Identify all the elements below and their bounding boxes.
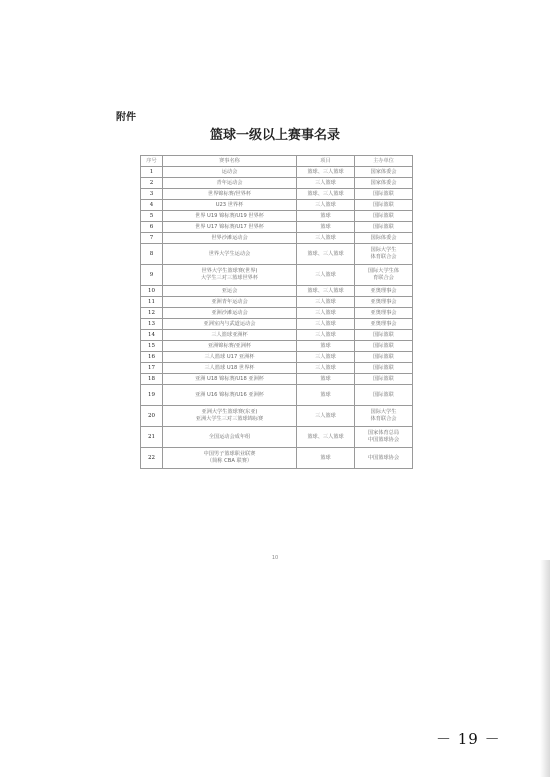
cell-project	[297, 265, 355, 286]
page-edge-shadow	[540, 560, 550, 777]
cell-line: 世界锦标赛/世界杯	[207, 190, 252, 197]
cell-line: 亚洲室内与武道运动会	[203, 320, 256, 327]
table-row	[141, 319, 413, 330]
cell-org	[355, 178, 413, 189]
cell-line: 亚洲沙滩运动会	[211, 309, 248, 316]
cell-project	[297, 178, 355, 189]
cell-line: 三人篮球	[315, 201, 336, 208]
cell-name	[163, 189, 297, 200]
cell-name	[163, 374, 297, 385]
cell-project	[297, 211, 355, 222]
row-index: 1	[141, 167, 163, 178]
cell-project	[297, 352, 355, 363]
cell-project	[297, 330, 355, 341]
cell-line: 国际篮联	[373, 391, 394, 398]
cell-line: 亚奥理事会	[370, 298, 397, 305]
row-index: 7	[141, 233, 163, 244]
cell-project	[297, 363, 355, 374]
header-index: 序号	[141, 156, 163, 167]
cell-line: 篮球	[320, 223, 331, 230]
cell-name	[163, 341, 297, 352]
row-index: 20	[141, 406, 163, 427]
cell-org	[355, 308, 413, 319]
cell-project	[297, 189, 355, 200]
cell-line: 世界大学生运动会	[208, 250, 251, 257]
cell-project	[297, 222, 355, 233]
table-row	[141, 352, 413, 363]
cell-line: 三人篮球	[315, 412, 336, 419]
table-body	[141, 167, 413, 469]
row-index: 22	[141, 448, 163, 469]
cell-org	[355, 363, 413, 374]
cell-org	[355, 406, 413, 427]
cell-line: 全国运动会成年组	[208, 433, 251, 440]
cell-line: 篮球、三人篮球	[307, 168, 344, 175]
cell-line: 篮球、三人篮球	[307, 287, 344, 294]
cell-project	[297, 427, 355, 448]
cell-line: 中国男子篮球职业联赛	[203, 451, 256, 457]
cell-org	[355, 385, 413, 406]
cell-line: 亚奥理事会	[370, 287, 397, 294]
cell-line: 国际篮联	[373, 353, 394, 360]
cell-org	[355, 341, 413, 352]
table-row	[141, 385, 413, 406]
cell-org	[355, 427, 413, 448]
cell-name	[163, 167, 297, 178]
cell-line: 三人篮球	[315, 271, 336, 278]
table-row	[141, 178, 413, 189]
cell-org	[355, 244, 413, 265]
cell-name	[163, 265, 297, 286]
row-index: 13	[141, 319, 163, 330]
cell-line: 三人篮球	[315, 179, 336, 186]
cell-line: 国际大学生	[370, 409, 397, 415]
cell-project	[297, 374, 355, 385]
cell-name	[163, 385, 297, 406]
cell-line: 国家体委会	[370, 179, 397, 186]
cell-line: 育联合会	[373, 275, 394, 281]
table-row	[141, 297, 413, 308]
table-row	[141, 265, 413, 286]
cell-line: 亚洲青年运动会	[211, 298, 248, 305]
row-index: 4	[141, 200, 163, 211]
cell-line: 三人篮球	[315, 298, 336, 305]
cell-line: 篮球	[320, 212, 331, 219]
row-index: 3	[141, 189, 163, 200]
cell-project	[297, 406, 355, 427]
cell-line: 运动会	[221, 168, 238, 175]
cell-project	[297, 297, 355, 308]
cell-project	[297, 319, 355, 330]
cell-line: 国家体委会	[370, 168, 397, 175]
cell-org	[355, 319, 413, 330]
table-row	[141, 244, 413, 265]
cell-project	[297, 341, 355, 352]
attachment-label: 附件	[116, 112, 136, 123]
cell-org	[355, 374, 413, 385]
table-row	[141, 189, 413, 200]
cell-line: 三人篮球	[315, 234, 336, 241]
cell-name	[163, 222, 297, 233]
cell-name	[163, 211, 297, 222]
cell-org	[355, 233, 413, 244]
cell-line: 亚奥理事会	[370, 320, 397, 327]
cell-org	[355, 222, 413, 233]
header-organizer: 主办单位	[355, 156, 413, 167]
inner-page-number: 10	[271, 555, 279, 561]
cell-line: 篮球	[320, 342, 331, 349]
cell-line: 亚洲大学生篮球赛(东亚)	[201, 409, 258, 415]
cell-line: 亚奥理事会	[370, 309, 397, 316]
cell-line: 国际大学生	[370, 247, 397, 253]
row-index: 17	[141, 363, 163, 374]
row-index: 19	[141, 385, 163, 406]
table-row	[141, 341, 413, 352]
table-row	[141, 427, 413, 448]
cell-line: 篮球、三人篮球	[307, 250, 344, 257]
cell-line: 亚洲锦标赛/亚洲杯	[207, 342, 252, 349]
cell-line: 世界沙滩运动会	[211, 234, 248, 241]
cell-line: （简称 CBA 联赛）	[206, 458, 253, 464]
row-index: 2	[141, 178, 163, 189]
row-index: 5	[141, 211, 163, 222]
table-row	[141, 200, 413, 211]
cell-line: 大学生三对三篮球世界杯	[200, 275, 259, 281]
cell-line: 国际篮联	[373, 342, 394, 349]
row-index: 16	[141, 352, 163, 363]
cell-line: 篮球	[320, 454, 331, 461]
cell-line: 三人篮球	[315, 320, 336, 327]
cell-line: 篮球、三人篮球	[307, 433, 344, 440]
cell-line: 国际篮联	[373, 190, 394, 197]
table-row	[141, 406, 413, 427]
table-row	[141, 167, 413, 178]
cell-line: 三人篮球	[315, 331, 336, 338]
cell-line: 国际篮联	[373, 364, 394, 371]
cell-line: 亚洲 U16 锦标赛/U16 亚洲杯	[195, 391, 264, 398]
cell-name	[163, 427, 297, 448]
row-index: 12	[141, 308, 163, 319]
cell-line: 三人篮球亚洲杯	[211, 331, 248, 338]
cell-org	[355, 448, 413, 469]
cell-name	[163, 286, 297, 297]
cell-project	[297, 167, 355, 178]
cell-org	[355, 352, 413, 363]
cell-project	[297, 200, 355, 211]
table-row	[141, 233, 413, 244]
cell-line: 国家体育总局	[367, 430, 400, 436]
page-number: － 19 －	[436, 730, 501, 748]
cell-line: 世界 U19 锦标赛/U19 世界杯	[195, 212, 264, 219]
cell-line: 中国篮球协会	[367, 454, 400, 461]
cell-name	[163, 363, 297, 374]
document-title: 篮球一级以上赛事名录	[209, 128, 340, 143]
cell-line: 国际体委会	[370, 234, 397, 241]
header-event-name: 赛事名称	[163, 156, 297, 167]
table-row	[141, 448, 413, 469]
cell-line: 亚运会	[221, 287, 238, 294]
cell-org	[355, 330, 413, 341]
row-index: 9	[141, 265, 163, 286]
table-row	[141, 330, 413, 341]
cell-line: 中国篮球协会	[367, 437, 400, 443]
cell-project	[297, 308, 355, 319]
cell-org	[355, 167, 413, 178]
cell-line: 三人篮球	[315, 309, 336, 316]
cell-line: 世界 U17 锦标赛/U17 世界杯	[195, 223, 264, 230]
cell-line: 体育联合会	[370, 254, 397, 260]
cell-name	[163, 308, 297, 319]
events-table	[140, 155, 413, 469]
cell-line: 亚洲 U18 锦标赛/U18 亚洲杯	[195, 375, 264, 382]
cell-name	[163, 406, 297, 427]
cell-name	[163, 297, 297, 308]
row-index: 8	[141, 244, 163, 265]
cell-org	[355, 265, 413, 286]
cell-project	[297, 244, 355, 265]
cell-project	[297, 448, 355, 469]
table-header-row	[141, 156, 413, 167]
row-index: 11	[141, 297, 163, 308]
row-index: 21	[141, 427, 163, 448]
cell-line: 国际大学生体	[367, 268, 400, 274]
cell-line: 国际篮联	[373, 331, 394, 338]
header-project: 项目	[297, 156, 355, 167]
cell-project	[297, 286, 355, 297]
cell-line: 国际篮联	[373, 223, 394, 230]
cell-line: 三人篮球 U17 亚洲杯	[204, 353, 255, 360]
table-row	[141, 374, 413, 385]
row-index: 10	[141, 286, 163, 297]
cell-name	[163, 330, 297, 341]
table-row	[141, 308, 413, 319]
cell-org	[355, 200, 413, 211]
row-index: 18	[141, 374, 163, 385]
cell-name	[163, 200, 297, 211]
row-index: 14	[141, 330, 163, 341]
cell-line: 世界大学生篮球赛(世界)	[201, 268, 258, 274]
cell-line: 篮球	[320, 375, 331, 382]
cell-line: 国际篮联	[373, 212, 394, 219]
cell-name	[163, 233, 297, 244]
cell-name	[163, 352, 297, 363]
cell-name	[163, 319, 297, 330]
row-index: 15	[141, 341, 163, 352]
cell-project	[297, 385, 355, 406]
cell-name	[163, 244, 297, 265]
cell-line: 篮球、三人篮球	[307, 190, 344, 197]
row-index: 6	[141, 222, 163, 233]
table-row	[141, 363, 413, 374]
cell-name	[163, 448, 297, 469]
cell-org	[355, 297, 413, 308]
cell-line: 青年运动会	[216, 179, 243, 186]
cell-line: 三人篮球	[315, 364, 336, 371]
cell-project	[297, 233, 355, 244]
cell-line: 三人篮球 U18 世界杯	[204, 364, 255, 371]
table-row	[141, 286, 413, 297]
table-row	[141, 222, 413, 233]
cell-line: U23 世界杯	[215, 201, 244, 208]
cell-line: 篮球	[320, 391, 331, 398]
cell-line: 亚洲大学生三对三篮球锦标赛	[195, 416, 264, 422]
cell-line: 国际篮联	[373, 201, 394, 208]
table-row	[141, 211, 413, 222]
cell-line: 三人篮球	[315, 353, 336, 360]
cell-org	[355, 189, 413, 200]
cell-org	[355, 286, 413, 297]
cell-name	[163, 178, 297, 189]
cell-org	[355, 211, 413, 222]
cell-line: 体育联合会	[370, 416, 397, 422]
cell-line: 国际篮联	[373, 375, 394, 382]
